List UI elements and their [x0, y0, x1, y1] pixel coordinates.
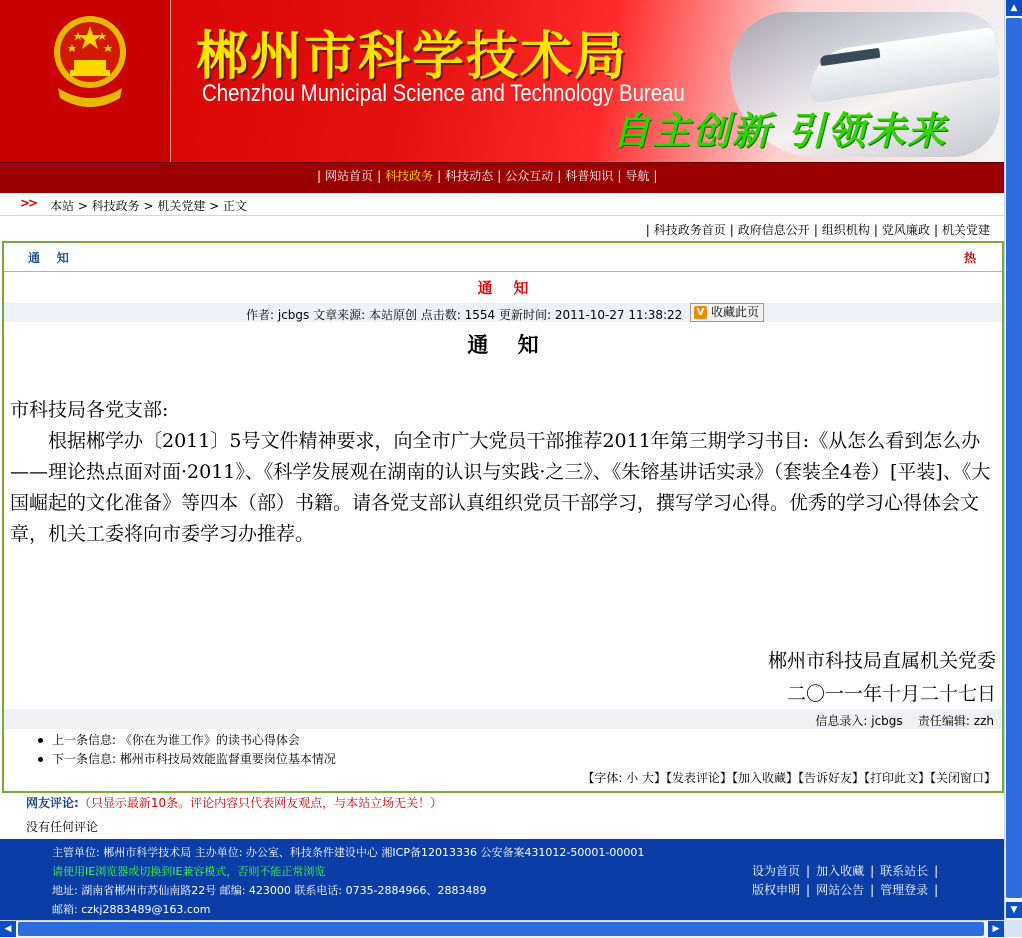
- main-nav: [0, 162, 1004, 193]
- footer-links-row-2: 版权申明 | 网站公告 | 管理登录 |: [752, 883, 939, 897]
- footer: [0, 839, 1004, 920]
- record-bar: [4, 709, 1002, 729]
- nav-item-navigation[interactable]: 导航: [625, 169, 650, 183]
- footer-line-1: 主管单位: 郴州市科学技术局 主办单位: 办公室、科技条件建设中心 湘ICP备12013336 公安备案431012-50001-00001: [52, 846, 645, 859]
- nav-item-science[interactable]: 科普知识: [565, 169, 614, 183]
- article-meta: 作者: jcbgs 文章来源: 本站原创 点击数: 1554 更新时间: 2011-10-27 11:38:22: [246, 308, 683, 322]
- vertical-scrollbar[interactable]: [1004, 0, 1022, 920]
- site-title-en: Chenzhou Municipal Science and Technology Bureau: [202, 80, 685, 107]
- announcement-link[interactable]: 网站公告: [816, 883, 865, 897]
- hot-label: 热: [963, 251, 976, 265]
- header-banner: [0, 0, 1004, 162]
- nav-item-gov[interactable]: 科技政务: [385, 169, 434, 183]
- favorite-label: 收藏此页: [711, 305, 760, 319]
- body-paragraph: 根据郴学办〔2011〕5号文件精神要求，向全市广大党员干部推荐2011年第三期学习书目:《从怎么看到怎么办——理论热点面对面·2011》、《科学发展观在湖南的认识与实践·之三》、《朱镕基讲话实录》（套装全4卷）[平装]、《大国崛起的文化准备》等四本（部）书籍。请各党支部认真组织党员干部学习，撰写学习心得。优秀的学习心得体会文章，机关工委将向市委学习办推荐。: [10, 430, 991, 545]
- footer-links-row-1: 设为首页 | 加入收藏 | 联系站长 |: [752, 864, 939, 878]
- horizontal-scrollbar[interactable]: [0, 920, 1004, 938]
- subnav-item-integrity[interactable]: 党风廉政: [881, 223, 930, 237]
- signature-block: [768, 645, 996, 711]
- next-article-link[interactable]: 下一条信息: 郴州市科技局效能监督重要岗位基本情况: [36, 750, 336, 769]
- favorite-button[interactable]: [690, 303, 764, 322]
- section-label: 通 知: [28, 251, 69, 265]
- scroll-up-icon[interactable]: ▲: [1006, 0, 1022, 16]
- subnav-item-gov-home[interactable]: 科技政务首页: [653, 223, 726, 237]
- footer-email: 邮箱: czkj2883489@163.com: [52, 903, 211, 916]
- scroll-down-icon[interactable]: ▼: [1006, 902, 1022, 918]
- article-tools[interactable]: 【字体: 小 大】【发表评论】【加入收藏】【告诉好友】【打印此文】【关闭窗口】: [582, 771, 996, 785]
- horizontal-scroll-thumb[interactable]: [18, 922, 984, 936]
- scroll-left-icon[interactable]: ◀: [0, 921, 16, 937]
- breadcrumb: [0, 193, 1004, 216]
- sub-nav: | 科技政务首页 | 政府信息公开 | 组织机构 | 党风廉政 | 机关党建: [645, 223, 990, 237]
- double-chevron-icon: >>: [20, 196, 37, 210]
- vertical-scroll-thumb[interactable]: [1006, 18, 1022, 898]
- signature: 郴州市科技局直属机关党委: [767, 650, 996, 672]
- national-emblem-icon: [50, 8, 130, 116]
- adjacent-links: [36, 731, 336, 769]
- document-title: 通 知: [467, 332, 539, 357]
- add-favorite-link[interactable]: 加入收藏: [816, 864, 865, 878]
- breadcrumb-text[interactable]: 本站 > 科技政务 > 机关党建 > 正文: [50, 199, 248, 213]
- article-title: 通 知: [477, 279, 529, 297]
- footer-address: 地址: 湖南省郴州市苏仙南路22号 邮编: 423000 联系电话: 0735-2884966、2883489: [52, 884, 487, 897]
- contact-admin-link[interactable]: 联系站长: [880, 864, 929, 878]
- comments-header: [26, 794, 442, 811]
- comments-note: （只显示最新10条。评论内容只代表网友观点，与本站立场无关！）: [78, 796, 443, 810]
- emblem-panel: [0, 0, 171, 162]
- subnav-item-org[interactable]: 组织机构: [821, 223, 870, 237]
- record-info: 信息录入: jcbgs 责任编辑: zzh: [815, 714, 994, 728]
- comments-label: 网友评论:: [26, 796, 79, 810]
- set-home-link[interactable]: 设为首页: [752, 864, 801, 878]
- nav-item-interaction[interactable]: 公众互动: [505, 169, 554, 183]
- greeting: 市科技局各党支部:: [10, 399, 169, 421]
- sign-date: 二〇一一年十月二十七日: [786, 683, 996, 705]
- no-comments: 没有任何评论: [26, 820, 99, 834]
- section-header: [4, 243, 1002, 272]
- scroll-right-icon[interactable]: ▶: [988, 921, 1004, 937]
- copyright-link[interactable]: 版权申明: [752, 883, 801, 897]
- slogan: 自主创新 引领未来: [612, 109, 948, 153]
- subnav-item-info-open[interactable]: 政府信息公开: [737, 223, 810, 237]
- favorite-icon: V: [694, 306, 707, 319]
- nav-item-news[interactable]: 科技动态: [445, 169, 494, 183]
- prev-article-link[interactable]: 上一条信息: 《你在为谁工作》的读书心得体会: [36, 731, 336, 750]
- main-nav-items: | 网站首页 | 科技政务 | 科技动态 | 公众互动 | 科普知识 | 导航 |: [317, 169, 658, 183]
- scrollbar-corner: [1004, 920, 1022, 937]
- site-title-cn: 郴州市科学技术局: [196, 27, 629, 87]
- footer-browser-note: 请使用IE浏览器或切换到IE兼容模式，否则不能正常浏览: [52, 865, 326, 878]
- subnav-item-party[interactable]: 机关党建: [941, 223, 990, 237]
- article-frame: [2, 241, 1004, 793]
- admin-login-link[interactable]: 管理登录: [880, 883, 929, 897]
- article-meta-bar: [4, 303, 1002, 322]
- article-body: [10, 395, 1000, 550]
- nav-item-home[interactable]: 网站首页: [325, 169, 374, 183]
